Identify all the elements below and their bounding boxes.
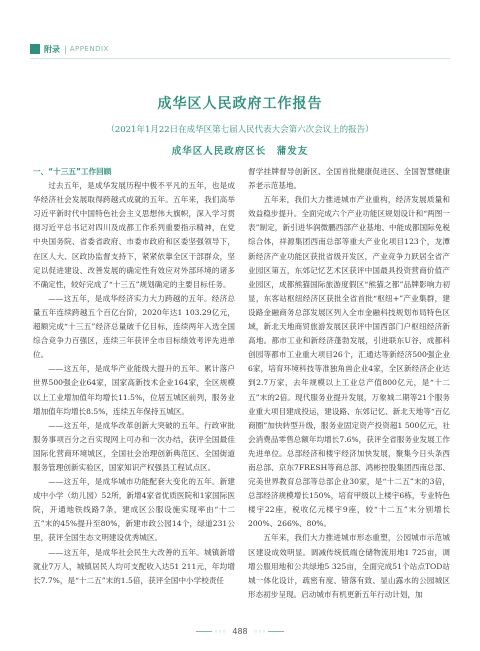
section-marker-icon <box>30 44 40 54</box>
page-footer <box>0 627 480 636</box>
footer-dots-right: ◦◦◦ <box>253 627 267 636</box>
left-column <box>33 165 235 588</box>
section-label <box>30 43 109 55</box>
body-paragraph: 督学挂牌督导创新区、全国首批健康促进区、全国智慧健康养老示范基地。 <box>248 167 450 191</box>
body-paragraph: 过去五年，是成华发展历程中极不平凡的五年，也是成华经济社会发展取得跨越式成就的五年。五年来，我们高举习近平新时代中国特色社会主义思想伟大旗帜，深入学习贯彻习近平总书记对四川及成都工作系列重要指示精神，在党中央国务院、省委省政府、市委市政府和区委坚强领导下，在区人大、区政协监督支持下，紧紧依靠全区干部群众，坚定以促进建设、改善发展的确定性有效应对外部环境的诸多不确定性，较好完成了“十三五”规划确定的主要目标任务。 <box>33 181 235 289</box>
document-subtitle: （2021年1月22日在成华区第七届人民代表大会第六次会议上的报告） <box>106 125 374 135</box>
page-number: 488 <box>232 627 248 636</box>
body-paragraph: 五年来，我们大力推进城市形态重塑，公园城市示范城区建设成效明显。调减传统低端仓储物流用地1 725亩，调增公服用地和公共绿地5 325亩，全面完成51个站点TOD站城一体化设计，疏密有度、错落有致、显山露水的公园城区形态初步呈现。启动城市有机更新五年行动计划，加 <box>248 533 450 599</box>
footer-dots-left: ◦◦◦ <box>213 627 227 636</box>
body-paragraph: ——这五年，是成华改革创新大突破的五年。行政审批服务事项百分之百实现网上可办和一次办结，获评全国最佳国际化营商环境城区，全国社会治理创新典范区、全国街道服务管理创新实验区，国家知识产权强县工程试点区。 <box>33 420 235 472</box>
body-paragraph: ——这五年，是成华城市功能配套大变化的五年。新建成中小学（幼儿园）52所，新增4家省优质医院和1家国际医院，开通地铁线路7条，建成区公服设施实现率由“十二五”末的45%提升至80%，新建市政公园14个，绿道231公里，获评全国生态文明建设优秀城区。 <box>33 477 235 543</box>
section-separator: | <box>64 44 67 54</box>
section-heading: 一、“十三五”工作回顾 <box>33 167 112 176</box>
body-paragraph: 五年来，我们大力推进城市产业重构，经济发展质量和效益稳步提升。全面完成六个产业功能区规划设计和“两图一表”制定，新引进华润微鹏西部产业基地、中能成都国际免税综合体，祥源集团西南总部等重大产业化项目123个，龙潭新经济产业功能区获批省级开发区，产业竞争力跃居全省产业园区第五，东郊记忆艺术区获评中国最具投资营商价值产业园区，成都熊猫国际旅游度假区“熊猫之都”品牌影响力初显，东客站枢纽经济区获批全省首批“枢纽+”产业集群，建设路金融商务总部发展区列入全市金融科技规划布局特色区域，新北天地商贸旅游发展区获评中国西部门户枢纽经济新高地。都市工业和新经济蓬勃发展，引进联东U谷、成都科创园等都市工业重大项目26个，汇通达等新经济500强企业6家，培育环境科技等准独角兽企业4家，全区新经济企业达到2.7万家，去年规模以上工业总产值800亿元，是“十二五”末的2倍。现代服务业提升发展，万象城二期等21个服务业重大项目建成投运，建设路、东郊记忆、新北天地等“百亿商圈”加快转型升级，服务业固定资产投资超1 500亿元，社会消费品零售总额年均增长7.6%，获评全省服务业发展工作先进单位。总部经济和楼宇经济加快发展，聚集今日头条西南总部、京东7FRESH等商总部、鸿彬控股集团西南总部、完美世界教育总部等总部企业30家，是“十二五”末的3倍，总部经济规模增长150%，培育甲级以上楼宇6栋，专业特色楼宇22座，税收亿元楼宇9座，较“十二五”末分别增长200%、266%、80%。 <box>248 195 450 529</box>
body-paragraph: ——这五年，是成华产业能级大提升的五年。累计落户世界500强企业64家，国家高新技术企业164家，全区规模以上工业增加值年均增长11.5%，位居五城区前列，服务业增加值年均增长8.5%，连续五年保持五城区。 <box>33 364 235 416</box>
body-paragraph: ——这五年，是成华经济实力大力跨越的五年。经济总量五年连续跨越五个百亿台阶，2020年达1 103.29亿元，超额完成“十三五”经济总量破千亿目标，连续两年入选全国综合竞争力百强区，连续三年获评全市目标绩效考评先进单位。 <box>33 293 235 360</box>
section-english: APPENDIX <box>69 45 109 53</box>
body-paragraph: ——这五年，是成华社会民生大改善的五年。城镇新增就业7万人，城镇居民人均可支配收入达51 211元，年均增长7.7%，是“十二五”末的1.5倍，获评全国中小学校责任 <box>33 547 235 585</box>
footer-rule-left <box>196 631 212 632</box>
document-byline: 成华区人民政府区长 蒲发友 <box>171 146 309 157</box>
right-column <box>248 165 450 602</box>
page-header <box>0 0 480 60</box>
footer-rule-right <box>268 631 284 632</box>
section-tag: 附录 <box>44 44 60 54</box>
header-divider <box>30 58 450 59</box>
document-title: 成华区人民政府工作报告 <box>157 96 323 112</box>
